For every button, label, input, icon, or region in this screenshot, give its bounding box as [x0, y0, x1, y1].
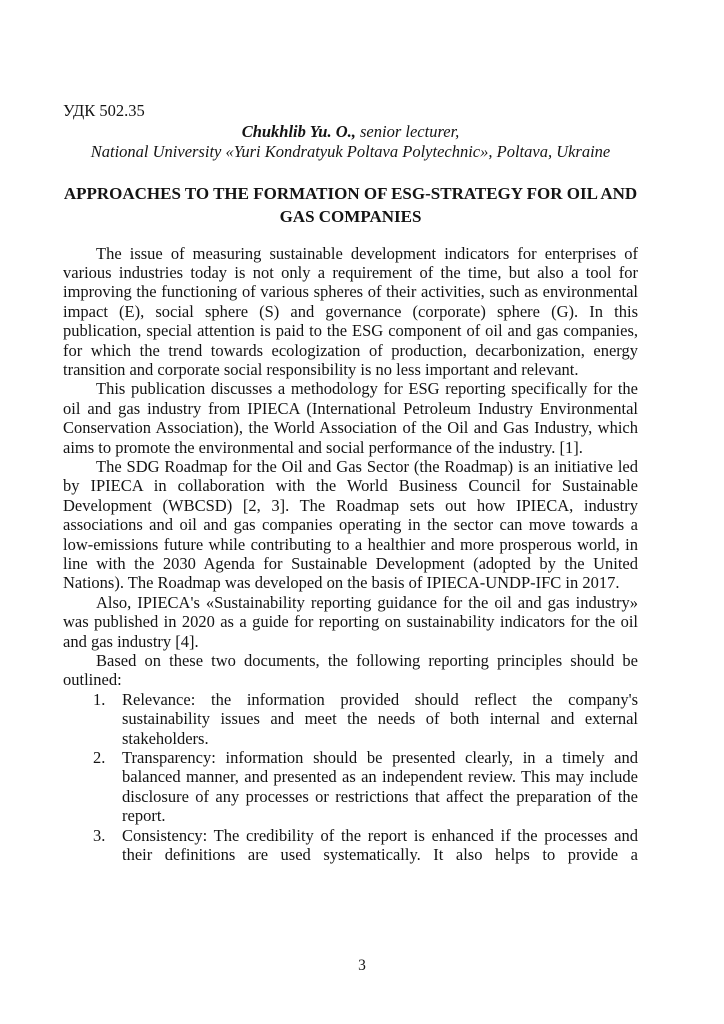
paragraph: The SDG Roadmap for the Oil and Gas Sector (the Roadmap) is an initiative led by IPIECA in collaboration with the World Business Council for Sustainable Development (WBCSD) [2, 3]. The Roadmap sets out how IPIECA, industry associations and oil and gas companies operating in the sector can move towards a low-emissions future while contributing to a healthier and more prosperous world, in line with the 2030 Agenda for Sustainable Development (adopted by the United Nations). The Roadmap was developed on the basis of IPIECA-UNDP-IFC in 2017. [63, 456, 638, 593]
paragraph: This publication discusses a methodology for ESG reporting specifically for the oil and gas industry from IPIECA (International Petroleum Industry Environmental Conservation Association), the World Association of the Oil and Gas Industry, which aims to promote the environmental and social performance of the industry. [1]. [63, 379, 638, 457]
list-item-number: 1. [93, 689, 106, 709]
list-item-number: 2. [93, 748, 106, 768]
paper-title: APPROACHES TO THE FORMATION OF ESG-STRATEGY FOR OIL AND GAS COMPANIES [63, 183, 638, 226]
reporting-principles-list [63, 690, 638, 865]
paragraph: Also, IPIECA's «Sustainability reporting guidance for the oil and gas industry» was published in 2020 as a guide for reporting on sustainability indicators for the oil and gas industry [4]. [63, 592, 638, 651]
page-number: 3 [358, 957, 366, 974]
page-content [63, 101, 638, 865]
author-role: senior lecturer, [360, 121, 460, 141]
author-affiliation: National University «Yuri Kondratyuk Poltava Polytechnic», Poltava, Ukraine [90, 142, 611, 161]
author-name: Chukhlib Yu. O., [241, 121, 356, 141]
list-item-text: Relevance: the information provided should reflect the company's sustainability issues and meet the needs of both internal and external stakeholders. [122, 689, 638, 748]
list-item-text: Transparency: information should be presented clearly, in a timely and balanced manner, and presented as an independent review. This may include disclosure of any processes or restrictions that affect the preparation of the report. [122, 748, 638, 826]
list-item [63, 690, 638, 748]
author-line [63, 122, 638, 143]
body-text [63, 244, 638, 865]
udc-code: УДК 502.35 [63, 101, 145, 120]
paragraph: The issue of measuring sustainable development indicators for enterprises of various industries today is not only a requirement of the time, but also a tool for improving the functioning of various spheres of their activities, such as environmental impact (E), social sphere (S) and governance (corporate) sphere (G). In this publication, special attention is paid to the ESG component of oil and gas companies, for which the trend towards ecologization of production, decarbonization, energy transition and corporate social responsibility is no less important and relevant. [63, 243, 638, 379]
list-item [63, 748, 638, 826]
paragraph: Based on these two documents, the following reporting principles should be outlined: [63, 651, 638, 690]
list-item [63, 826, 638, 865]
list-item-text: Consistency: The credibility of the report is enhanced if the processes and their definitions are used systematically. It also helps to provide a [122, 825, 638, 865]
list-item-number: 3. [93, 825, 106, 845]
